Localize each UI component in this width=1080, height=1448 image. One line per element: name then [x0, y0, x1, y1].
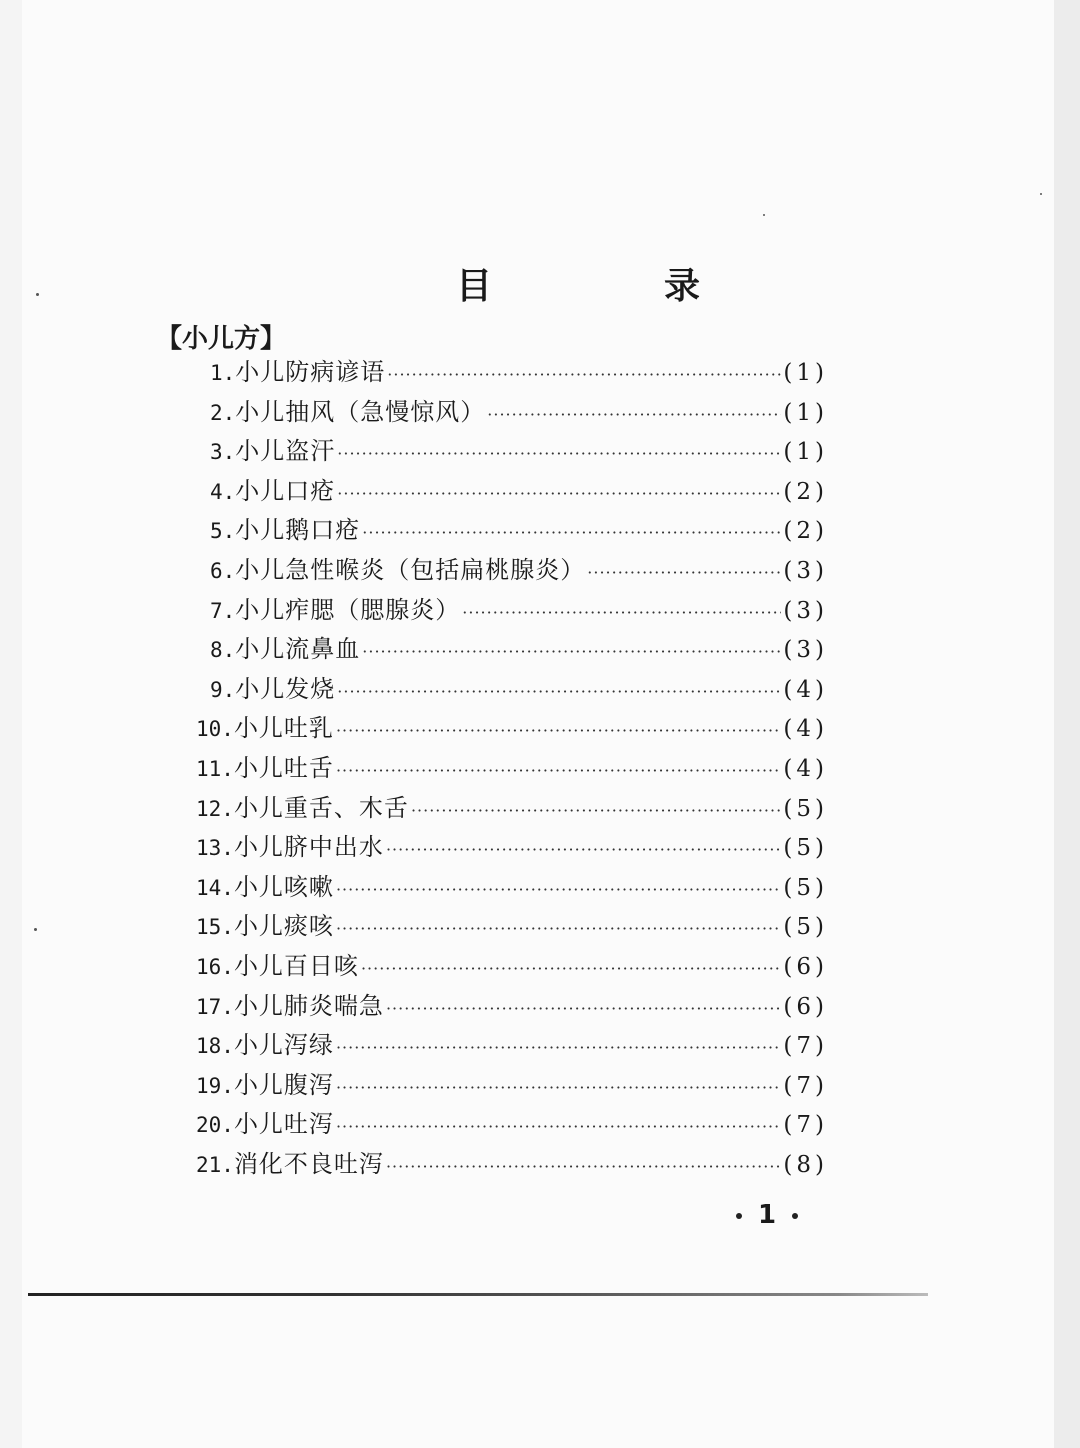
entry-page: (5)	[783, 874, 828, 901]
dot-leader	[411, 791, 781, 831]
entry-number: 1.	[210, 361, 236, 385]
entry-title: 小儿鹅口疮	[235, 516, 361, 545]
entry-page: (5)	[783, 835, 828, 862]
toc-entry-11[interactable]	[196, 749, 828, 789]
toc-entry-7[interactable]	[196, 591, 828, 631]
toc-entry-19[interactable]	[196, 1066, 828, 1106]
dot-leader	[336, 1028, 781, 1068]
entry-number: 8.	[210, 638, 236, 663]
dot-leader	[336, 751, 781, 791]
entry-number: 17.	[196, 994, 234, 1019]
entry-number: 13.	[196, 836, 234, 861]
bullet-icon	[792, 1213, 798, 1219]
entry-page: (5)	[783, 795, 828, 822]
toc-entry-4[interactable]	[196, 472, 828, 512]
dot-leader	[336, 711, 781, 751]
dot-leader	[587, 553, 781, 593]
dot-leader	[462, 593, 781, 633]
toc-entry-12[interactable]	[196, 789, 828, 829]
entry-page: (1)	[783, 439, 828, 466]
dot-leader	[361, 949, 781, 989]
entry-title: 小儿咳嗽	[233, 872, 334, 901]
entry-title: 小儿防病谚语	[235, 358, 386, 386]
entry-number: 4.	[210, 479, 236, 504]
bottom-rule	[28, 1293, 928, 1296]
scan-speck	[36, 293, 39, 296]
entry-number: 14.	[196, 875, 234, 900]
entry-title: 小儿痰咳	[233, 912, 334, 941]
dot-leader	[336, 1068, 781, 1108]
toc-entry-14[interactable]	[196, 868, 828, 908]
entry-title: 小儿口疮	[235, 476, 336, 505]
entry-number: 15.	[196, 915, 234, 940]
entry-page: (3)	[783, 597, 828, 624]
dot-leader	[336, 870, 781, 910]
toc-entry-16[interactable]	[196, 947, 828, 987]
entry-number: 7.	[210, 598, 236, 623]
entry-number: 6.	[210, 558, 236, 583]
scan-speck	[763, 214, 765, 216]
page-folio	[720, 1200, 814, 1230]
page-edge-shadow	[1054, 0, 1080, 1448]
entry-title: 小儿脐中出水	[233, 833, 384, 862]
entry-title: 消化不良吐泻	[233, 1149, 384, 1178]
entry-title: 小儿百日咳	[233, 951, 359, 980]
entry-title: 小儿急性喉炎（包括扁桃腺炎）	[235, 555, 586, 584]
dot-leader	[386, 989, 781, 1029]
toc-entry-20[interactable]	[196, 1105, 828, 1145]
toc-entry-2[interactable]	[196, 393, 828, 433]
entry-page: (1)	[783, 360, 828, 386]
entry-title: 小儿腹泻	[233, 1070, 334, 1099]
entry-title: 小儿重舌、木舌	[233, 793, 409, 822]
dot-leader	[337, 434, 781, 474]
toc-entry-3[interactable]	[196, 432, 828, 472]
entry-page: (8)	[783, 1151, 828, 1178]
entry-page: (2)	[783, 478, 828, 505]
entry-page: (6)	[783, 993, 828, 1020]
entry-number: 20.	[196, 1113, 234, 1138]
dot-leader	[336, 909, 781, 949]
toc-entry-13[interactable]	[196, 828, 828, 868]
toc-entry-9[interactable]	[196, 670, 828, 710]
entry-page: (5)	[783, 914, 828, 941]
entry-title: 小儿肺炎喘急	[233, 991, 384, 1020]
toc-entry-6[interactable]	[196, 551, 828, 591]
entry-number: 3.	[210, 440, 236, 465]
entry-title: 小儿吐舌	[233, 753, 334, 782]
section-heading: 【小儿方】	[156, 324, 287, 354]
bullet-icon	[736, 1213, 742, 1219]
dot-leader	[337, 474, 781, 514]
dot-leader	[386, 1147, 781, 1187]
entry-page: (4)	[783, 676, 828, 703]
entry-page: (1)	[783, 399, 828, 426]
scan-speck	[34, 928, 37, 931]
dot-leader	[336, 1107, 781, 1147]
entry-page: (6)	[783, 953, 828, 980]
entry-number: 21.	[196, 1152, 234, 1177]
entry-title: 小儿吐乳	[233, 714, 334, 743]
entry-page: (7)	[783, 1112, 828, 1139]
entry-title: 小儿流鼻血	[235, 635, 361, 664]
dot-leader	[362, 513, 781, 553]
dot-leader	[387, 355, 781, 395]
entry-page: (4)	[783, 716, 828, 743]
toc-entry-15[interactable]	[196, 907, 828, 947]
dot-leader	[487, 395, 781, 435]
entry-number: 5.	[210, 519, 236, 544]
entry-page: (3)	[783, 637, 828, 664]
entry-number: 12.	[196, 796, 234, 821]
entry-number: 9.	[210, 677, 236, 702]
toc-entry-8[interactable]	[196, 630, 828, 670]
dot-leader	[386, 830, 781, 870]
entry-number: 18.	[196, 1034, 234, 1059]
entry-page: (3)	[783, 557, 828, 584]
entry-title: 小儿盗汗	[235, 437, 336, 466]
table-of-contents	[196, 353, 828, 1184]
entry-page: (7)	[783, 1072, 828, 1099]
entry-page: (7)	[783, 1033, 828, 1060]
page-title: 目 录	[456, 266, 769, 307]
toc-entry-1[interactable]	[196, 353, 828, 393]
scan-speck	[1040, 193, 1042, 195]
entry-number: 2.	[210, 400, 236, 425]
entry-title: 小儿发烧	[235, 674, 336, 703]
dot-leader	[337, 672, 781, 712]
toc-entry-21[interactable]	[196, 1145, 828, 1185]
entry-number: 11.	[196, 756, 234, 781]
toc-entry-17[interactable]	[196, 987, 828, 1027]
entry-number: 16.	[196, 954, 234, 979]
entry-page: (2)	[783, 518, 828, 545]
entry-number: 19.	[196, 1073, 234, 1098]
dot-leader	[362, 632, 781, 672]
entry-title: 小儿泻绿	[233, 1031, 334, 1060]
page-number: 1	[758, 1200, 777, 1230]
toc-entry-10[interactable]	[196, 709, 828, 749]
toc-entry-18[interactable]	[196, 1026, 828, 1066]
entry-page: (4)	[783, 755, 828, 782]
entry-title: 小儿抽风（急慢惊风）	[235, 397, 486, 426]
entry-number: 10.	[196, 717, 234, 742]
toc-entry-5[interactable]	[196, 511, 828, 551]
entry-title: 小儿痄腮（腮腺炎）	[235, 595, 461, 624]
entry-title: 小儿吐泻	[233, 1110, 334, 1139]
